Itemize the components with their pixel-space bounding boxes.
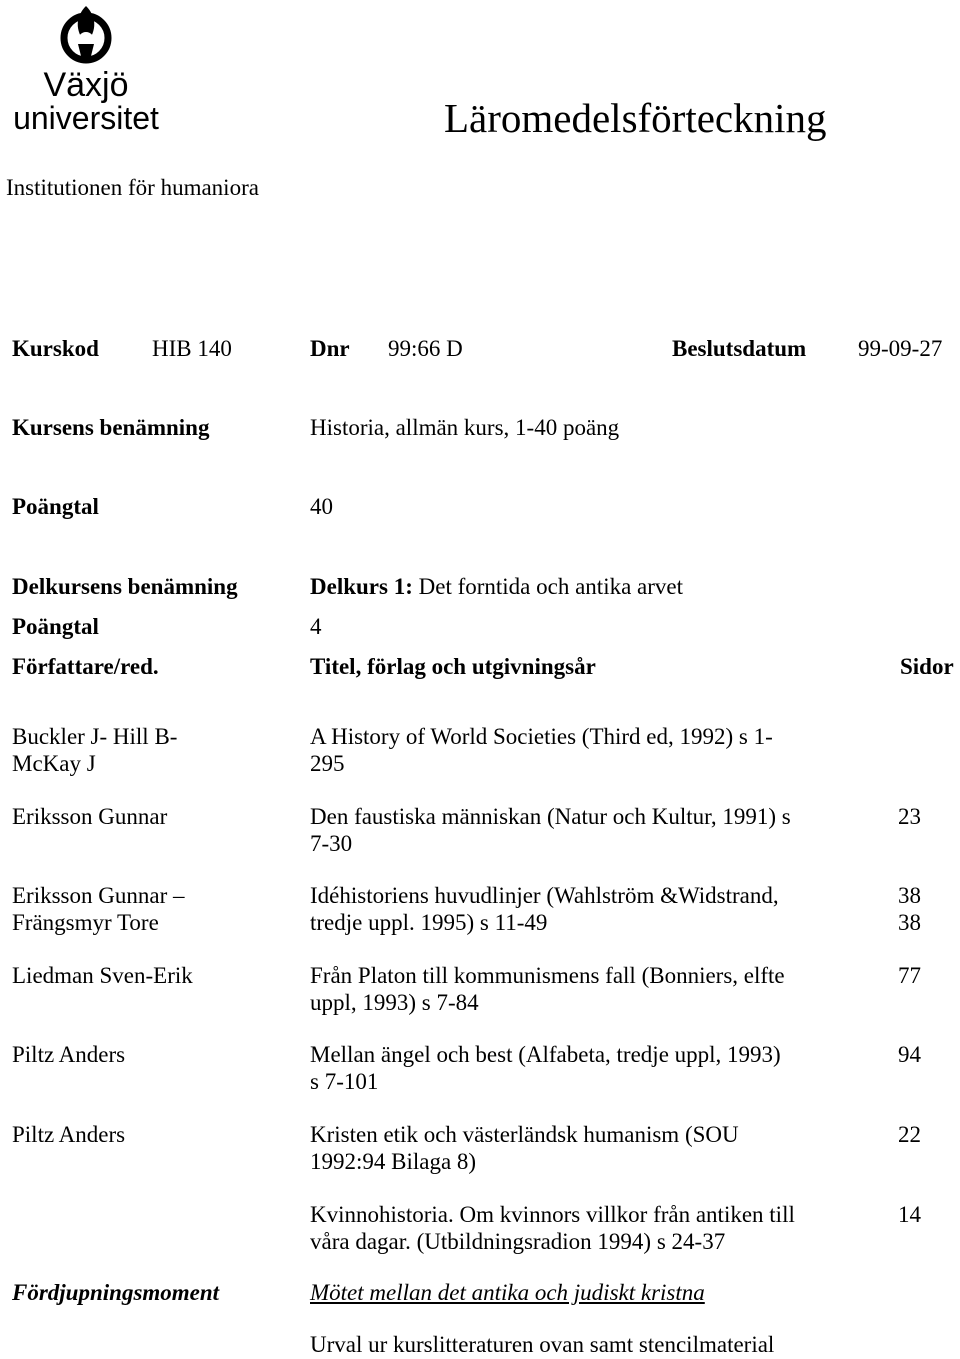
dnr-label: Dnr	[310, 336, 350, 361]
delkurs-prefix: Delkurs 1:	[310, 574, 413, 599]
book-author: Piltz Anders	[12, 1042, 126, 1067]
book-title: A History of World Societies (Third ed, 1992) s 1- 295	[310, 724, 773, 776]
book-title: Mellan ängel och best (Alfabeta, tredje uppl, 1993) s 7-101	[310, 1042, 781, 1094]
dnr-value: 99:66 D	[388, 336, 463, 361]
book-title: Från Platon till kommunismens fall (Bonniers, elfte uppl, 1993) s 7-84	[310, 963, 785, 1015]
book-pages: 23	[898, 804, 921, 829]
beslutsdatum-value: 99-09-27	[858, 336, 943, 361]
delkurs-poangtal-label: Poängtal	[12, 614, 99, 639]
logo-wordmark-line1: Växjö	[43, 66, 129, 104]
delkurs-poangtal-value: 4	[310, 614, 322, 639]
document-title: Läromedelsförteckning	[444, 95, 827, 141]
book-title: Den faustiska människan (Natur och Kultur, 1991) s 7-30	[310, 804, 791, 856]
book-author: Liedman Sven-Erik	[12, 963, 193, 988]
poangtal-value: 40	[310, 494, 333, 519]
column-header-author: Författare/red.	[12, 654, 159, 679]
book-title: Kristen etik och västerländsk humanism (SOU 1992:94 Bilaga 8)	[310, 1122, 739, 1174]
university-logo	[6, 0, 166, 140]
fordjupning-title: Mötet mellan det antika och judiskt kristna	[310, 1280, 705, 1305]
book-pages: 14	[898, 1202, 921, 1227]
beslutsdatum-label: Beslutsdatum	[672, 336, 807, 361]
book-title: Kvinnohistoria. Om kvinnors villkor från antiken till våra dagar. (Utbildningsradion 1994) s 24-37	[310, 1202, 795, 1254]
delkurs-value: Det forntida och antika arvet	[418, 574, 684, 599]
kursens-benamning-label: Kursens benämning	[12, 415, 210, 440]
fordjupning-label: Fördjupningsmoment	[12, 1280, 220, 1305]
book-pages: 22	[898, 1122, 921, 1147]
book-author: Eriksson Gunnar – Frängsmyr Tore	[12, 883, 185, 935]
university-emblem-icon	[6, 0, 166, 70]
fordjupning-note: Urval ur kurslitteraturen ovan samt stencilmaterial	[310, 1332, 775, 1357]
kursens-benamning-value: Historia, allmän kurs, 1-40 poäng	[310, 415, 620, 440]
column-header-title: Titel, förlag och utgivningsår	[310, 654, 596, 679]
poangtal-label: Poängtal	[12, 494, 99, 519]
column-header-pages: Sidor	[900, 654, 954, 679]
book-author: Piltz Anders	[12, 1122, 126, 1147]
kurskod-value: HIB 140	[152, 336, 232, 361]
book-author: Buckler J- Hill B- McKay J	[12, 724, 178, 776]
book-pages: 38 38	[898, 883, 921, 935]
book-pages: 94	[898, 1042, 921, 1067]
book-title: Idéhistoriens huvudlinjer (Wahlström &Widstrand, tredje uppl. 1995) s 11-49	[310, 883, 779, 935]
logo-wordmark-line2: universitet	[13, 100, 159, 136]
kurskod-label: Kurskod	[12, 336, 99, 361]
delkurs-name	[310, 574, 683, 600]
delkursens-benamning-label: Delkursens benämning	[12, 574, 238, 599]
book-author: Eriksson Gunnar	[12, 804, 168, 829]
institution-name: Institutionen för humaniora	[6, 175, 259, 200]
book-pages: 77	[898, 963, 921, 988]
